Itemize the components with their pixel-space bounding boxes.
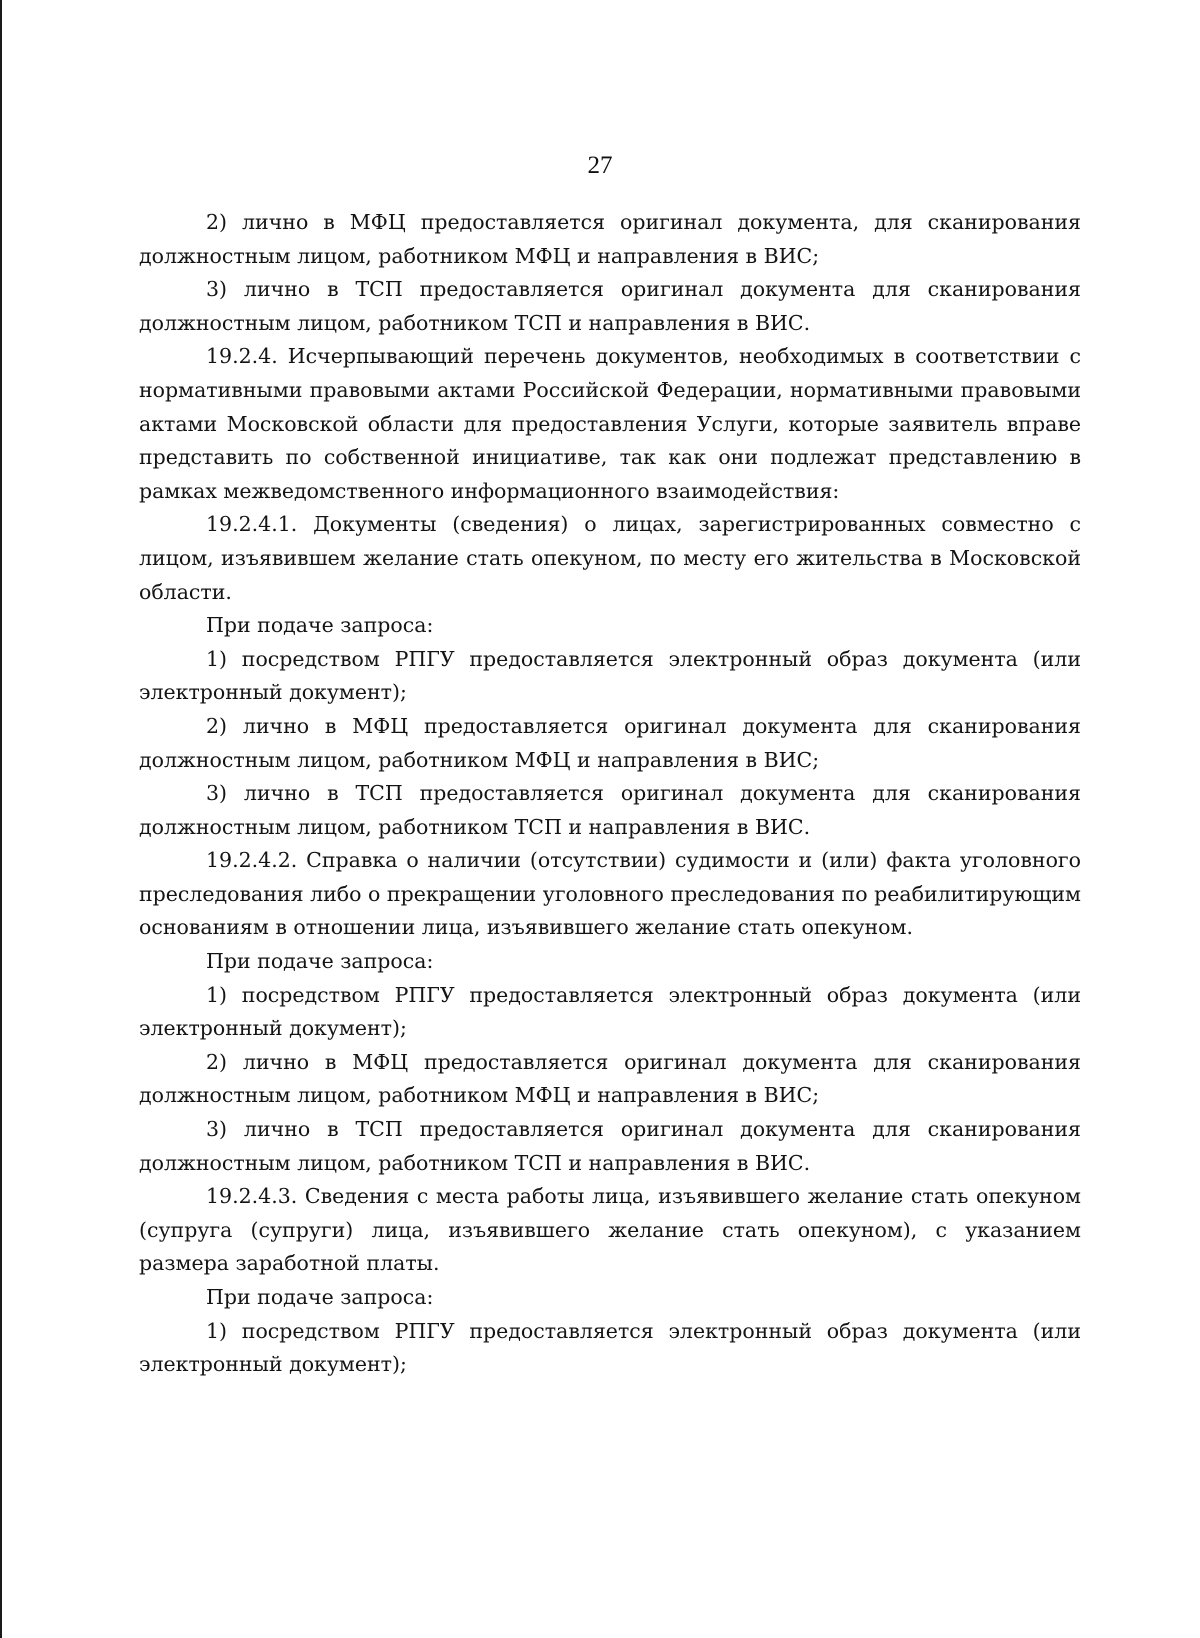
paragraph-19-2-4-2: 19.2.4.2. Справка о наличии (отсутствии) судимости и (или) факта уголовного преследования либо о прекращении уголовного преследования по реабилитирующим основаниям в отношении лица, изъявившего желание стать опекуном.: [139, 848, 1081, 940]
scan-edge: [0, 0, 2, 1638]
paragraph-request-heading: При подаче запроса:: [206, 949, 434, 974]
paragraph-item-3-tsp: 3) лично в ТСП предоставляется оригинал документа для сканирования должностным лицом, работником ТСП и направления в ВИС.: [139, 781, 1081, 839]
paragraph-item-1-rpgu: 1) посредством РПГУ предоставляется электронный образ документа (или электронный документ);: [139, 646, 1081, 705]
paragraph-item-2-mfc: 2) лично в МФЦ предоставляется оригинал документа для сканирования должностным лицом, работником МФЦ и направления в ВИС;: [139, 1049, 1081, 1108]
paragraph-19-2-4-3: 19.2.4.3. Сведения с места работы лица, изъявившего желание стать опекуном (супруга (супруги) лица, изъявившего желание стать опекуном), с указанием размера заработной платы.: [139, 1184, 1081, 1276]
paragraph-item-2-mfc: 2) лично в МФЦ предоставляется оригинал документа, для сканирования должностным лицом, работником МФЦ и направления в ВИС;: [139, 210, 1081, 268]
paragraph-request-heading: При подаче запроса:: [206, 1285, 434, 1309]
document-body: [139, 206, 1081, 1382]
paragraph-item-1-rpgu: 1) посредством РПГУ предоставляется электронный образ документа (или электронный документ);: [139, 1318, 1081, 1377]
paragraph-item-2-mfc: 2) лично в МФЦ предоставляется оригинал документа для сканирования должностным лицом, работником МФЦ и направления в ВИС;: [139, 713, 1081, 772]
paragraph-request-heading: При подаче запроса:: [206, 613, 434, 638]
paragraph-item-3-tsp: 3) лично в ТСП предоставляется оригинал документа для сканирования должностным лицом, работником ТСП и направления в ВИС.: [139, 277, 1081, 335]
page-number: 27: [587, 152, 613, 179]
paragraph-19-2-4: 19.2.4. Исчерпывающий перечень документов, необходимых в соответствии с нормативными правовыми актами Российской Федерации, нормативными правовыми актами Московской области для предоставления Услуги, которые заявитель вправе представить по собственной инициативе, так как они подлежат представлению в рамках межведомственного информационного взаимодействия:: [139, 344, 1081, 503]
paragraph-19-2-4-1: 19.2.4.1. Документы (сведения) о лицах, зарегистрированных совместно с лицом, изъявившем желание стать опекуном, по месту его жительства в Московской области.: [139, 512, 1081, 604]
paragraph-item-1-rpgu: 1) посредством РПГУ предоставляется электронный образ документа (или электронный документ);: [139, 982, 1081, 1041]
paragraph-item-3-tsp: 3) лично в ТСП предоставляется оригинал документа для сканирования должностным лицом, работником ТСП и направления в ВИС.: [139, 1117, 1081, 1175]
